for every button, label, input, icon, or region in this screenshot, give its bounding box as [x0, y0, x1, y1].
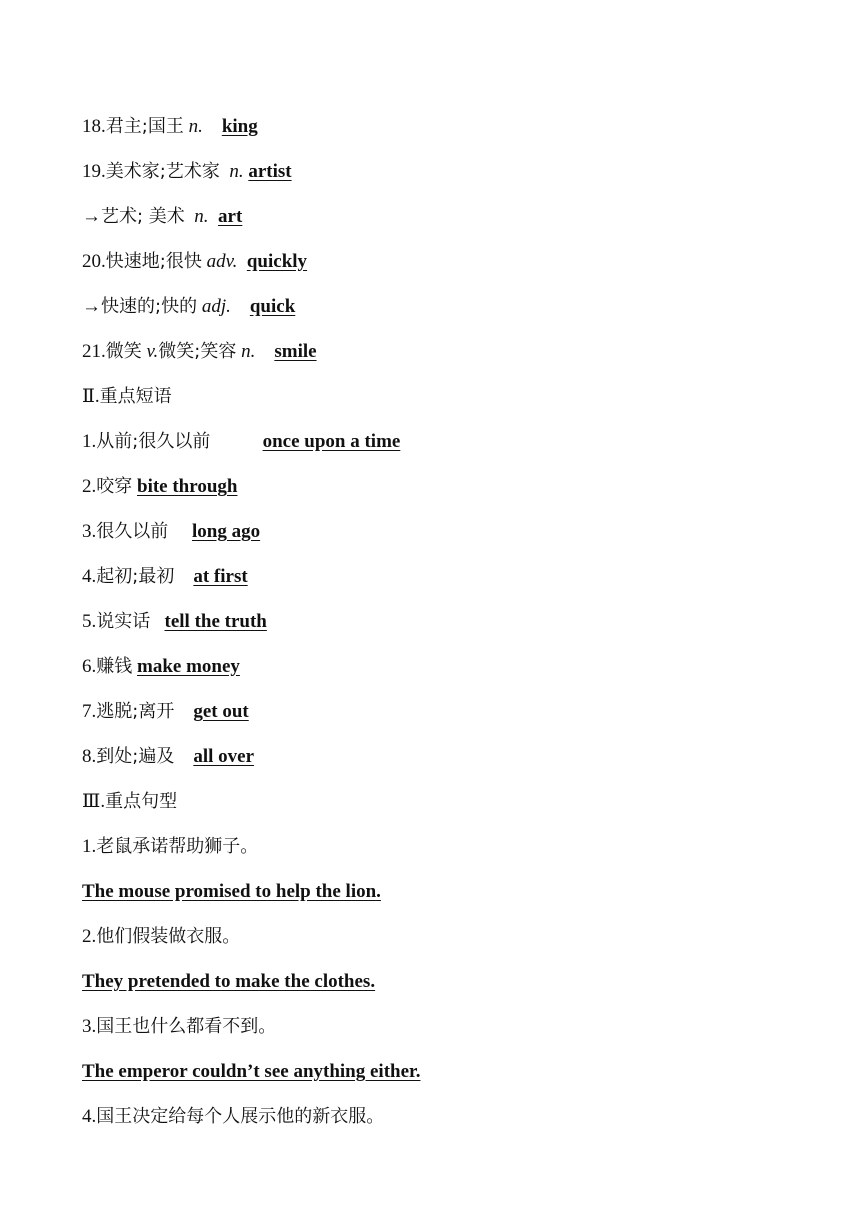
answer: king: [221, 116, 258, 137]
sentence-prompt: 4.国王决定给每个人展示他的新衣服。: [82, 1106, 385, 1127]
answer: tell the truth: [164, 611, 267, 632]
vocab-item-20: 20.快速地;很快 adv. quickly: [82, 251, 308, 272]
answer: once upon a time: [262, 431, 401, 452]
answer: bite through: [137, 476, 238, 497]
vocab-item-art: →艺术; 美术 n. art: [82, 206, 243, 227]
phrase-item: 5.说实话 tell the truth: [82, 611, 267, 632]
phrase-item: 2.咬穿 bite through: [82, 476, 238, 497]
vocab-item-19: 19.美术家;艺术家 n. artist: [82, 161, 292, 182]
answer: at first: [193, 566, 248, 587]
phrase-item: 1.从前;很久以前 once upon a time: [82, 431, 401, 452]
answer: quick: [249, 296, 296, 317]
answer: art: [218, 206, 243, 227]
answer: artist: [248, 161, 292, 182]
phrase-item: 8.到处;遍及 all over: [82, 746, 255, 767]
answer: get out: [193, 701, 249, 722]
sentence-prompt: 2.他们假装做衣服。: [82, 926, 241, 947]
answer: quickly: [246, 251, 308, 272]
phrase-item: 7.逃脱;离开 get out: [82, 701, 249, 722]
vocab-item-18: 18.君主;国王 n. king: [82, 116, 258, 137]
section-heading-phrases: Ⅱ.重点短语: [82, 386, 172, 407]
sentence-prompt: 1.老鼠承诺帮助狮子。: [82, 836, 259, 857]
vocab-item-21: 21.微笑 v.微笑;笑容 n. smile: [82, 341, 317, 362]
sentence-answer: The mouse promised to help the lion.: [82, 881, 381, 902]
sentence-answer: The emperor couldn’t see anything either.: [82, 1061, 421, 1082]
answer: smile: [274, 341, 317, 362]
sentence-answer: They pretended to make the clothes.: [82, 971, 376, 992]
phrase-item: 6.赚钱 make money: [82, 656, 240, 677]
phrase-item: 4.起初;最初 at first: [82, 566, 248, 587]
section-heading-sentences: Ⅲ.重点句型: [82, 791, 178, 812]
answer: make money: [137, 656, 240, 677]
vocab-item-quick: →快速的;快的 adj. quick: [82, 296, 296, 317]
sentence-prompt: 3.国王也什么都看不到。: [82, 1016, 277, 1037]
worksheet: [82, 112, 822, 1147]
answer: all over: [193, 746, 255, 767]
answer: long ago: [192, 521, 261, 542]
phrase-item: 3.很久以前 long ago: [82, 521, 261, 542]
